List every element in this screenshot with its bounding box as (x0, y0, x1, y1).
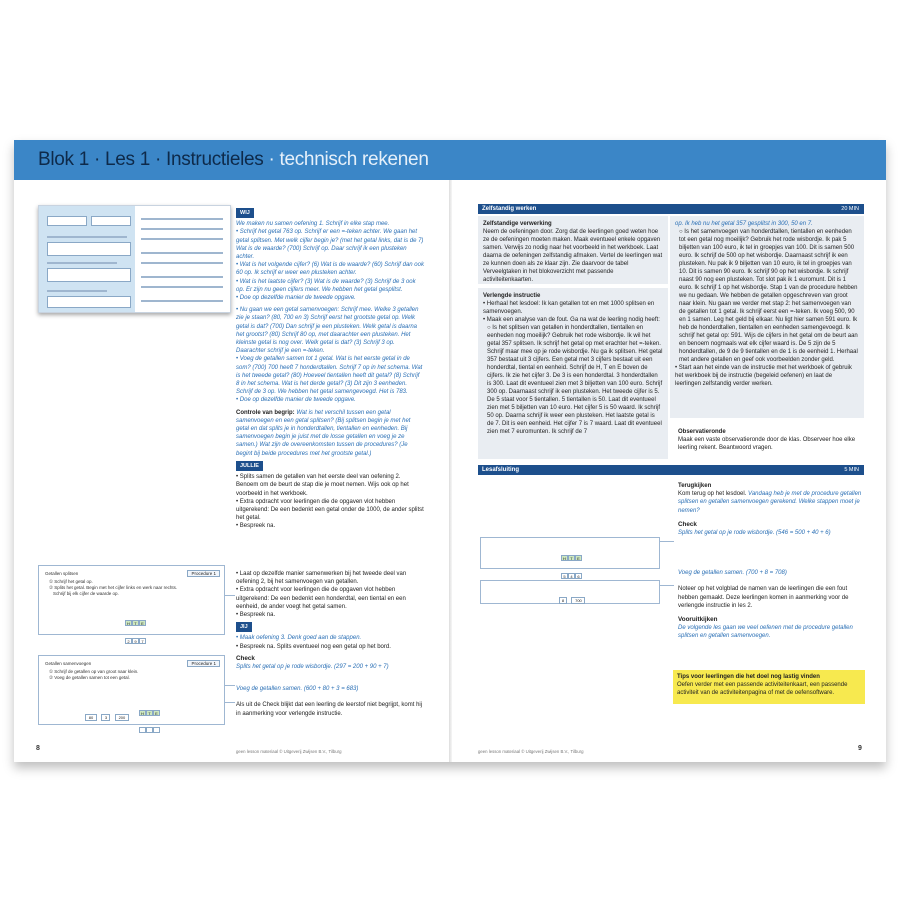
thumbnail-left-page (39, 206, 135, 313)
vi-col2-line: op. Ik heb nu het getal 357 gesplitst in 300, 50 en 7. (675, 221, 813, 227)
table-cell-empty (139, 727, 146, 733)
vi-line-text: • Herhaal het lesdoel: Ik kan getallen tot en met 1000 splitsen en samenvoegen. (483, 301, 655, 315)
footer-left: geen lesson materiaal © Uitgeverij Zwijsen B.V., Tilburg (236, 749, 342, 754)
table-cell: 9 (132, 638, 139, 644)
table-cell: 4 (568, 573, 575, 579)
thumbnail-block (47, 296, 131, 308)
table-cell: 2 (125, 638, 132, 644)
header-sep: · (150, 149, 166, 170)
observatie-block (678, 428, 864, 453)
table-header-t: T (146, 710, 153, 716)
jullie-line: • Laat op dezelfde manier samenwerken bij het tweede deel van oefening 2, bij het samenvoegen van getallen. (236, 571, 407, 586)
vi-line (483, 300, 663, 316)
panel-tag: Procedure 1 (187, 570, 220, 577)
vi-line: ○ Is het splitsen van getallen in honderdtallen, tientallen en eenheden nog moeilijk? Gebruik het rode wisbordje. Ik wil het getal 357 splitsen. Ik schrijf het getal op met erachter het =-teken. Schrijf maar mee op je rode wisbordje. Nu ga ik splitsen. Het getal 357 bestaat uit 3 cijfers. Een getal met 3 cijfers bestaat uit een honderdtal, tiental en eenheid. Schrijf de H, T en E boven de cijfers. Ik zie het cijfer 3. De 3 is een honderdtal. 3 honderdtallen is 300. Laat dit eventueel zien met 3 biljetten van 100 euro. Schrijf 300 op. Daarnaast schrijf ik een plusteken. Het tweede cijfer is 5. De 5 staat voor 5 tientallen. 5 tientallen is 50. Laat dit eventueel zien met 5 biljetten van 10 euro. Het cijfer 5 is 50 waard. Ik schrijf 50 op. Daarna schrijf ik weer een plusteken. Het laatste getal is de 7. Dit is een eenheid. Het cijfer 7 is 7 waard. Laat dit eventueel zien met 7 euromunten. Ik schrijf de 7 (487, 325, 663, 435)
footer-right: geen lesson materiaal © Uitgeverij Zwijsen B.V., Tilburg (478, 749, 584, 754)
panel-tag: Procedure 1 (187, 660, 220, 667)
wij-line: • Doe op dezelfde manier de tweede opgave. (236, 397, 356, 404)
table-cell: 7 (139, 638, 146, 644)
book-gutter (449, 180, 452, 762)
left-instruction-column (236, 205, 424, 537)
connector-line (225, 702, 235, 703)
tips-box (673, 670, 865, 704)
workbook-thumbnail (38, 205, 231, 313)
zv-title: Zelfstandige verwerking (483, 221, 552, 227)
wij-line: • Wat is het laatste cijfer? (3) Wat is de waarde? (3) Schrijf de 3 ook op. Er zijn nu geen cijfers meer. We hebben het getal gesplitst. (236, 278, 416, 293)
zv-text: Neem de oefeningen door. Zorg dat de leerlingen goed weten hoe ze de oefeningen moeten maken. Maak eventueel enkele opgaven samen. Verwijs zo nodig naar het voorbeeld in het werkboek. Laat daarna de oefeningen zelfstandig afmaken. Vertel de leerlingen wat ze kunnen doen als ze klaar zijn. Zie daarvoor de tabel Verveelgtaken in het blokoverzicht met passende activiteitenkaarten. (483, 229, 663, 283)
jullie-line: • Extra opdracht voor leerlingen die de opgaven vlot hebben uitgerekend: De een bedenkt een getal onder de 1000, de ander splitst het getal. (236, 498, 424, 522)
header-instructieles: Instructieles (166, 149, 264, 170)
panel-step: ① Schrijf de getallen op van groot naar klein. (49, 669, 139, 674)
check-item-1: Splits het getal op je rode wisbordje. (297 = 200 + 90 + 7) (236, 664, 389, 671)
connector-line (660, 585, 674, 586)
jullie-line: • Splits samen de getallen van het eerste deel van oefening 2. Benoem om de beurt de stap die je moet nemen. Wijs ook op het voorbeeld in het werkboek. (236, 474, 409, 497)
table-cell-empty (153, 727, 160, 733)
check-item-right-1: Splits het getal op je rode wisbordje. (546 = 500 + 40 + 6) (678, 530, 831, 537)
connector-line (225, 685, 235, 686)
table-header-t: T (568, 555, 575, 561)
table-header-e: E (153, 710, 160, 716)
sum-boxes-right (559, 589, 585, 607)
terug-text-italic: Vandaag heb je met de procedure getallen splitsen en getallen samenvoegen gerekend. Welke stappen moet je nemen? (678, 491, 862, 514)
obs-title: Observatieronde (678, 429, 726, 435)
controle-paragraph (236, 409, 424, 458)
page-number-left: 8 (36, 745, 40, 752)
table-header-h: H (125, 620, 132, 626)
procedure-panel-splitsen (38, 565, 225, 644)
table-header-e: E (575, 555, 582, 561)
section-minutes: 20 MIN (841, 206, 859, 212)
thumbnail-line (141, 252, 223, 254)
sum-box: 8 (559, 597, 567, 604)
wij-line: • Doe op dezelfde manier de tweede opgave. (236, 295, 356, 302)
sum-box: 200 (115, 714, 129, 721)
thumbnail-block (47, 242, 131, 256)
obs-text: Maak een vaste observatieronde door de klas. Observeer hoe elke leerling rekent. Beantwoord vragen. (678, 437, 856, 452)
sum-boxes (85, 706, 129, 724)
wij-line: • Schrijf het getal 763 op. Schrijf er een =-teken achter. We gaan het getal splitsen. Met welk cijfer begin je? (met het getal links, dat is de 7) Wat is de waarde? (700) Schrijf op. Daar schrijf ik een plusteken achter. (236, 229, 424, 261)
header-sep: · (89, 149, 106, 170)
thumbnail-block (47, 216, 87, 226)
jij-line: • Maak oefening 3. Denk goed aan de stappen. (236, 635, 362, 642)
table-header-h: H (561, 555, 568, 561)
jullie-tag: JULLIE (236, 461, 263, 471)
section-minutes: 5 MIN (844, 467, 859, 473)
thumbnail-line (141, 300, 223, 302)
vi-line: • Maak een analyse van de fout. Ga na wat de leerling nodig heeft: (483, 317, 660, 323)
panel-step: ① Schrijf het getal op. (49, 579, 93, 584)
check-title: Check (236, 654, 255, 662)
section-bar-zelfstandig (478, 204, 864, 214)
sum-box: 3 (101, 714, 110, 721)
check-item-2: Voeg de getallen samen. (600 + 80 + 3 = 683) (236, 686, 359, 693)
thumbnail-right-page (135, 206, 231, 313)
controle-text: Wat is het verschil tussen een getal samenvoegen en een getal splitsen? (Bij splitsen begin je met het getal en dat splits je in honderdtallen, tientallen en eenheden. Bij samenvoegen begin je juist met de losse getallen en voeg je ze samen.) Wat zijn de overeenkomsten tussen de procedures? (Je begint bij beide procedures met het grootste getal.) (236, 409, 411, 457)
left-instruction-column-2 (236, 570, 424, 718)
panel-step: Schrijf bij elk cijfer de waarde op. (53, 591, 119, 596)
voor-title: Vooruitkijken (678, 616, 718, 624)
panel-step: ② Splits het getal. Begin met het cijfer links en werk naar rechts. (49, 585, 178, 590)
vi-col2-line: • Start aan het einde van de instructie met het werkboek of gebruik het werkboek bij de instructie (begeleid oefenen) en laat de leerlingen zelfstandig verder werken. (675, 365, 852, 387)
terug-paragraph (678, 490, 864, 515)
controle-title: Controle van begrip: (236, 409, 295, 416)
jullie-line: • Extra opdracht voor leerlingen die de opgaven vlot hebben uitgerekend: De een bedenkt een honderdtal, een tiental en een eenheid, de ander voegt het getal samen. (236, 587, 406, 610)
wij-line: We maken nu samen oefening 1. Schrijf in elke stap mee. (236, 221, 390, 228)
verlengde-instructie-box (478, 288, 668, 459)
panel-step: ② Voeg de getallen samen tot een getal. (49, 675, 130, 680)
table-header-e: E (139, 620, 146, 626)
sum-box: 700 (571, 597, 585, 604)
jullie-line: • Bespreek na. (236, 612, 276, 619)
vi-title: Verlengde instructie (483, 293, 541, 299)
hte-table-2 (139, 702, 160, 738)
tips-title: Tips voor leerlingen die het doel nog lastig vinden (677, 674, 820, 680)
connector-line (225, 595, 235, 596)
thumbnail-line (141, 218, 223, 220)
jij-tag: JIJ (236, 622, 252, 632)
procedure-panel-samenvoegen (38, 655, 225, 725)
check-title-right: Check (678, 520, 697, 528)
jullie-line: • Bespreek na. (236, 523, 276, 530)
page-number-right: 9 (858, 745, 862, 752)
terug-title: Terugkijken (678, 483, 712, 489)
thumbnail-line (141, 276, 223, 278)
check-note: Noteer op het volgblad de namen van de leerlingen die een fout hebben gemaakt. Deze leerlingen komen in aanmerking voor de verlengde instructie in les 2. (678, 586, 849, 609)
table-header-h: H (139, 710, 146, 716)
wij-tag: WIJ (236, 208, 254, 218)
connector-line (660, 541, 674, 542)
thumbnail-line (141, 286, 223, 288)
panel-title: Getallen samenvoegen (45, 661, 92, 666)
table-cell-empty (146, 727, 153, 733)
section-title: Lesafsluiting (482, 467, 520, 473)
check-end-text: Als uit de Check blijkt dat een leerling de leerstof niet begrijpt, komt hij in aanmerking voor verlengde instructie. (236, 702, 423, 717)
verlengde-instructie-continued (670, 216, 864, 418)
thumbnail-line (47, 262, 117, 264)
htе-table (125, 612, 146, 648)
check-item-right-2: Voeg de getallen samen. (700 + 8 = 708) (678, 570, 787, 577)
terug-text: Kom terug op het lesdoel. (678, 491, 749, 498)
thumbnail-block (47, 268, 131, 282)
sum-box: 80 (85, 714, 97, 721)
vi-col2-line: ○ Is het samenvoegen van honderdtallen, tientallen en eenheden tot een getal nog moeilijk? Gebruik het rode wisbordje. Ik pak 5 biljetten van 100 euro, ik tel in groepjes van 100. Dit is samen 500 euro. Ik schrijf de 500 op het wisbordje. Daarnaast schrijf ik een plusteken. Nu pak ik 9 biljetten van 10 euro, ik tel in groepjes van 10. Dit is samen 90 euro. Ik schrijf 90 op het wisbordje. Ik schrijf naast 90 nog een plusteken. Tot slot pak ik 1 euromunt. Dit is 1 euro. Ik schrijf 1 op het wisbordje. Stap 1 van de procedure hebben we nu gedaan. We hebben de getallen opgeschreven van groot naar klein. Nu gaan we verder met stap 2: het samenvoegen van de getallen tot 1 getal. Ik schrijf eerst een =-teken. Ik voeg 500, 90 en 1 samen. Leg het geld bij elkaar. Nu ligt hier samen 591 euro. Ik heb de honderdtallen, tientallen en eenheden samengevoegd. Ik schrijf het getal op: 591. Wijs de cijfers in het getal om de beurt aan en benoem nogmaals wat elk cijfer waard is. De 5 zijn de 5 honderdtallen, de 9 de 9 tientallen en de 1 is de eenheid 1. Herhaal met andere getallen en geef ook voorbeelden zonder geld. (679, 229, 858, 363)
lesafsluiting-column (678, 482, 864, 641)
check-box-2 (480, 580, 660, 604)
table-cell: 6 (575, 573, 582, 579)
header-title (38, 149, 429, 171)
header-blok: Blok 1 (38, 149, 90, 170)
header-sep: · (263, 149, 280, 170)
page-header (14, 140, 886, 180)
thumbnail-line (141, 262, 223, 264)
thumbnail-line (141, 238, 223, 240)
header-subtitle: technisch rekenen (279, 149, 429, 170)
check-box-1 (480, 537, 660, 579)
thumbnail-line (47, 236, 127, 238)
hte-table-right (561, 547, 582, 583)
header-les: Les 1 (105, 149, 150, 170)
section-title: Zelfstandig werken (482, 206, 537, 212)
wij-line: • Voeg de getallen samen tot 1 getal. Wat is het eerste getal in de som? (700) 700 heeft 7 honderdtallen. Schrijf 7 op in het schema. Wat is het tweede getal? (80) Hoeveel tientallen heeft dit getal? (8) Schrijf 8 in het schema. Wat is het derde getal? (3) Dit zijn 3 eenheden. Schrijf de 3 op. We hebben het getal samengevoegd. Het is 783. (236, 356, 423, 396)
section-bar-lesafsluiting (478, 465, 864, 475)
thumbnail-block (91, 216, 131, 226)
table-cell: 5 (561, 573, 568, 579)
zelfstandige-verwerking-box (478, 216, 668, 284)
panel-title: Getallen splitsen (45, 571, 79, 576)
voor-text: De volgende les gaan we veel oefenen met de procedure getallen splitsen en getallen samenvoegen. (678, 625, 853, 640)
table-header-t: T (132, 620, 139, 626)
jij-line: • Bespreek na. Splits eventueel nog een getal op het bord. (236, 643, 391, 650)
tips-text: Oefen verder met een passende activiteitenkaart, een passende activiteit van de activiteitenpagina of met de oefensoftware. (677, 682, 848, 696)
wij-line: • Nu gaan we een getal samenvoegen: Schrijf mee. Welke 3 getallen zie je staan? (80, 700 en 3) Schrijf eerst het grootste getal op. Welk getal is dat? (700) Dan schrijf je een plusteken. Welk getal is daarna het grootst? (80) Schrijf 80 op, met daarachter een plusteken. Het kleinste getal is nog over. Welk getal is dat? (3) Schrijf 3 op. Daarachter schrijf je een =-teken. (236, 307, 419, 355)
thumbnail-line (47, 290, 107, 292)
thumbnail-line (141, 228, 223, 230)
wij-line: • Wat is het volgende cijfer? (6) Wat is de waarde? (60) Schrijf dan ook 60 op. Ik schrijf er weer een plusteken achter. (236, 262, 424, 277)
